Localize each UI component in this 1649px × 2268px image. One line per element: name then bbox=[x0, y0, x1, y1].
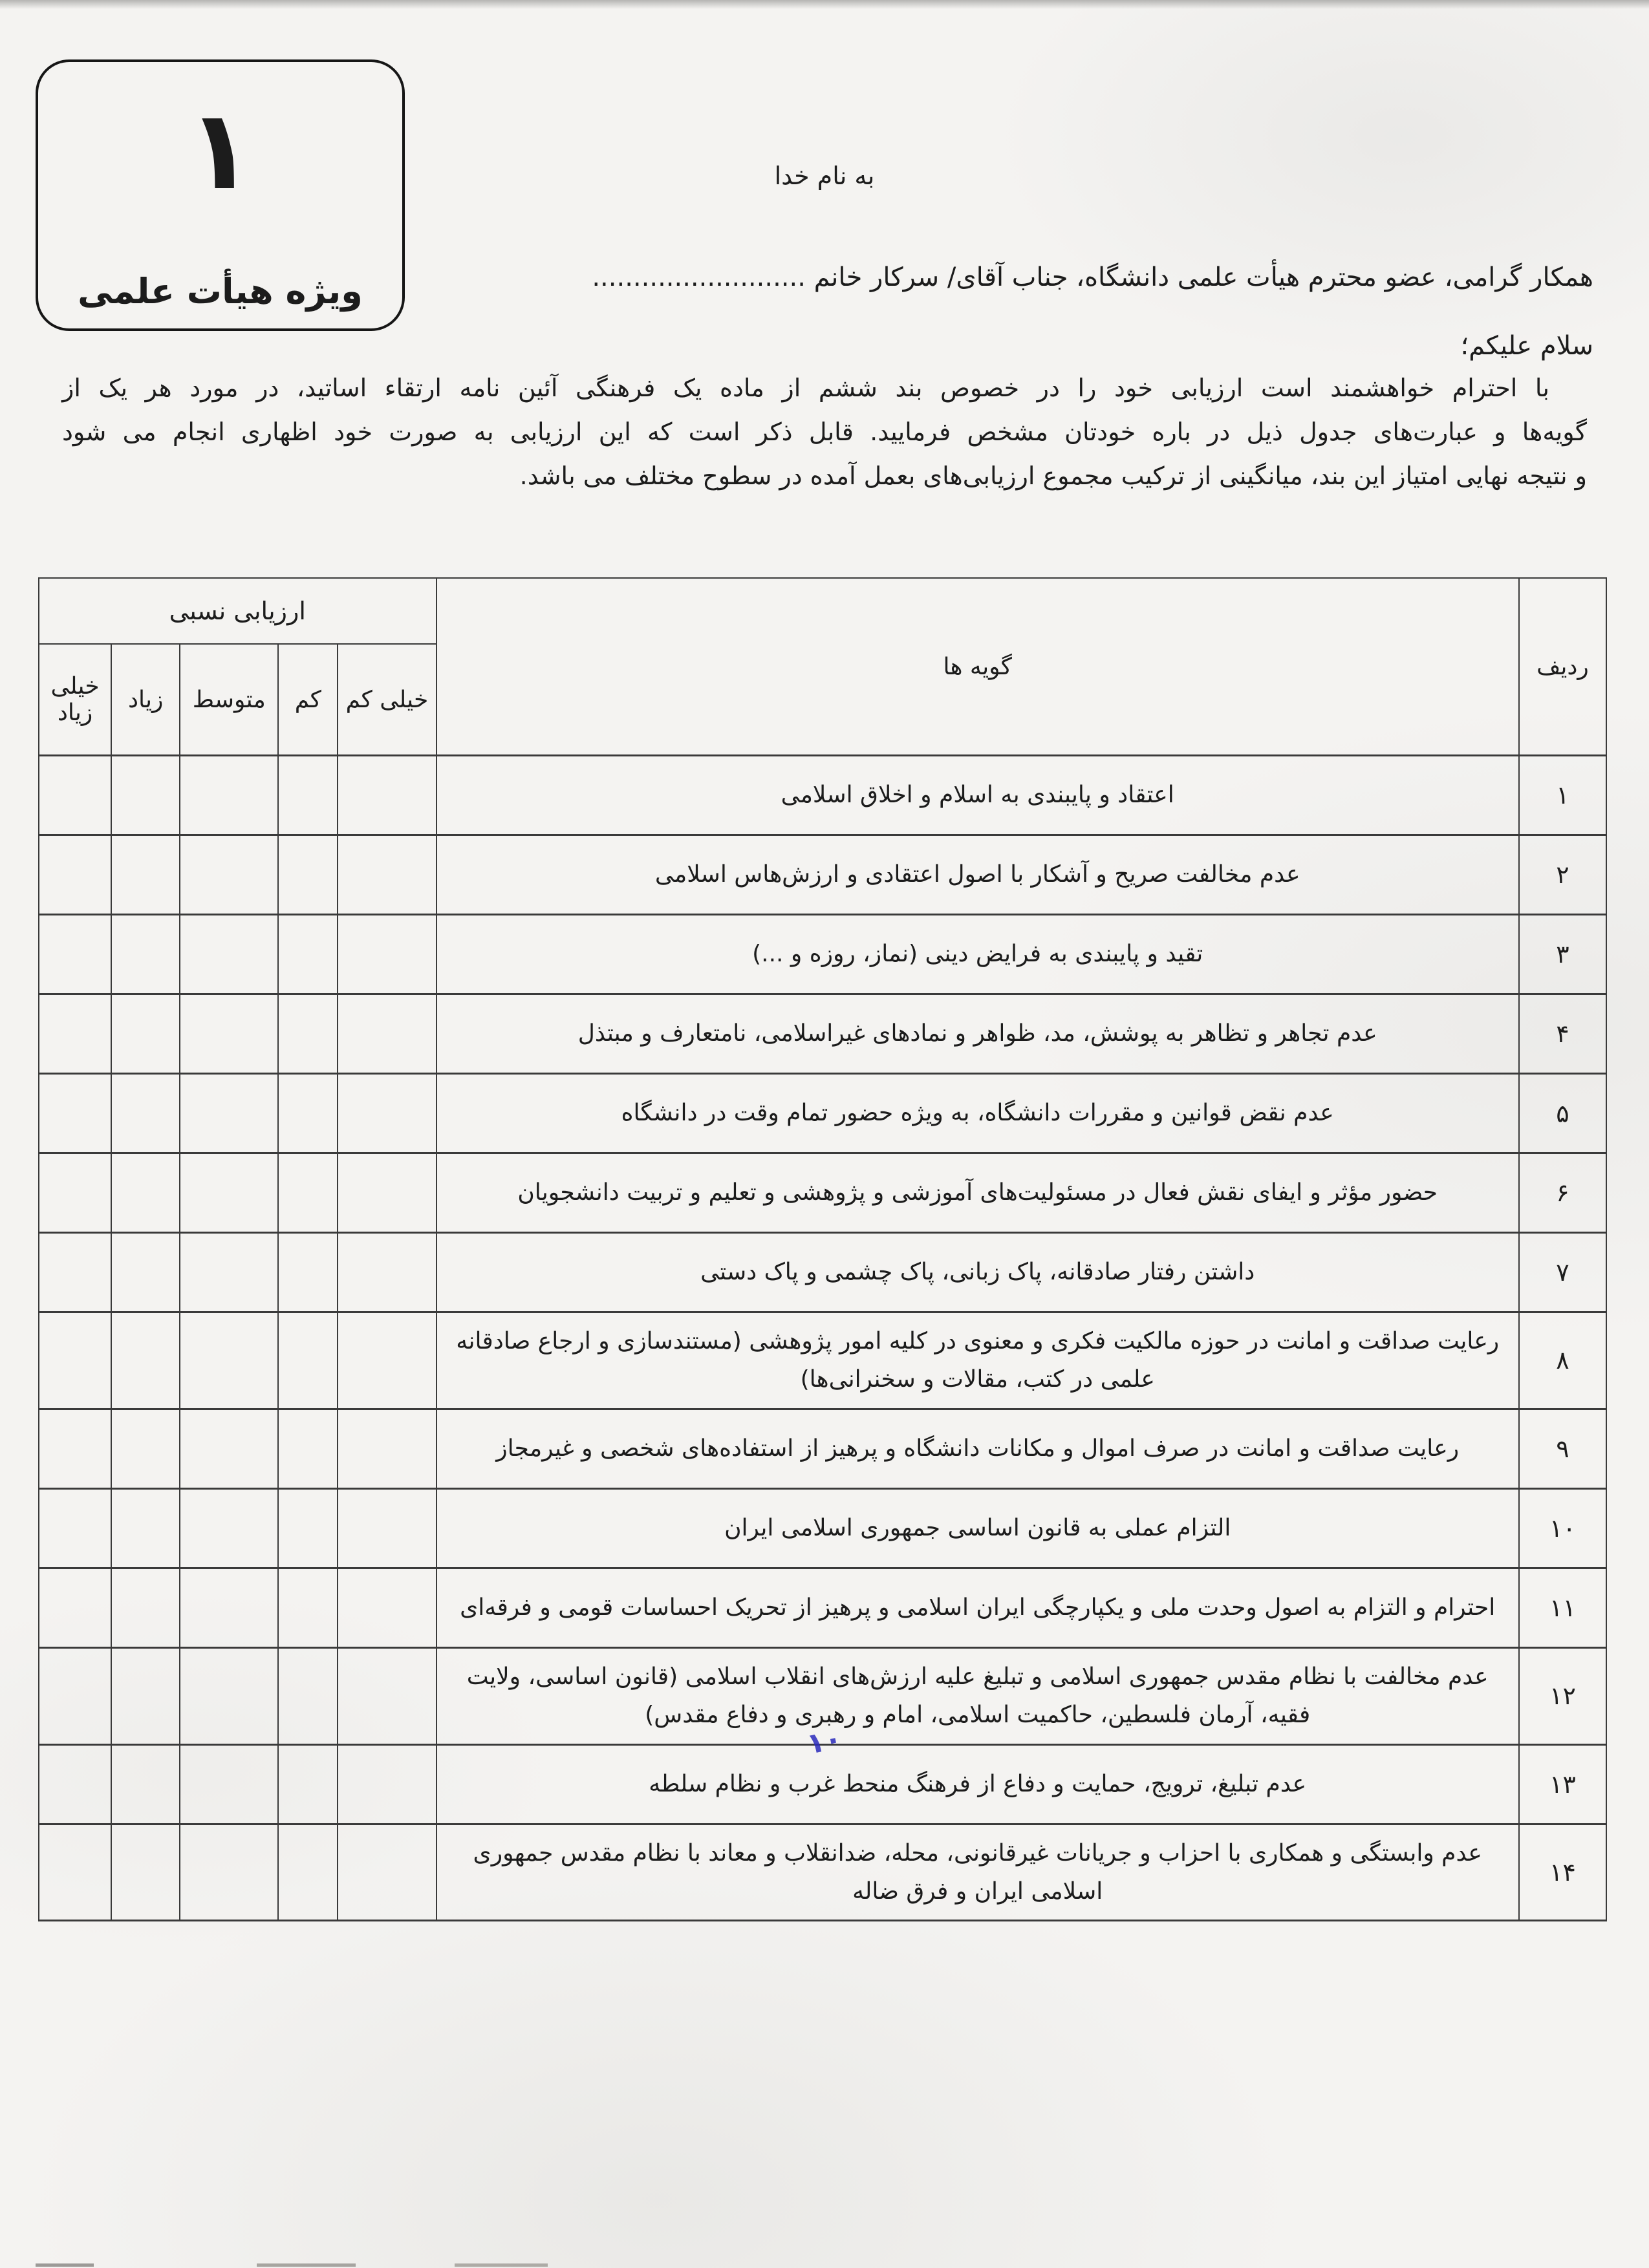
item-text: عدم مخالفت با نظام مقدس جمهوری اسلامی و تبلیغ علیه ارزش‌های انقلاب اسلامی (قانون اساسی، ولایت فقیه، آرمان فلسطین، حاکمیت اسلامی، امام و رهبری و دفاع مقدس) bbox=[436, 1647, 1519, 1744]
row-number: ۱۱ bbox=[1519, 1568, 1606, 1647]
rating-cell-very-high[interactable] bbox=[39, 1312, 111, 1409]
table-row bbox=[39, 1568, 1606, 1647]
rating-cell-high[interactable] bbox=[111, 915, 180, 994]
row-number: ۱۴ bbox=[1519, 1824, 1606, 1921]
rating-cell-low[interactable] bbox=[278, 915, 338, 994]
table-row bbox=[39, 1153, 1606, 1233]
rating-cell-very-high[interactable] bbox=[39, 1233, 111, 1312]
row-number: ۷ bbox=[1519, 1233, 1606, 1312]
rating-cell-high[interactable] bbox=[111, 1824, 180, 1921]
table-row bbox=[39, 1488, 1606, 1568]
header-scale-very-low: خیلی کم bbox=[338, 644, 436, 756]
greeting-line: همکار گرامی، عضو محترم هیأت علمی دانشگاه، جناب آقای/ سرکار خانم .......................... bbox=[592, 262, 1593, 292]
table-row bbox=[39, 756, 1606, 835]
rating-cell-medium[interactable] bbox=[180, 915, 278, 994]
header-relative-evaluation: ارزیابی نسبی bbox=[39, 578, 436, 644]
rating-cell-low[interactable] bbox=[278, 835, 338, 915]
rating-cell-low[interactable] bbox=[278, 1568, 338, 1647]
table-row bbox=[39, 1409, 1606, 1488]
handwritten-page-mark: ۱۰ bbox=[804, 1721, 845, 1762]
table-row bbox=[39, 1074, 1606, 1153]
rating-cell-high[interactable] bbox=[111, 1153, 180, 1233]
rating-cell-very-low[interactable] bbox=[338, 835, 436, 915]
row-number: ۳ bbox=[1519, 915, 1606, 994]
rating-cell-very-low[interactable] bbox=[338, 1488, 436, 1568]
item-text: عدم نقض قوانین و مقررات دانشگاه، به ویژه حضور تمام وقت در دانشگاه bbox=[436, 1074, 1519, 1153]
intro-paragraph bbox=[62, 366, 1587, 498]
rating-cell-very-low[interactable] bbox=[338, 1824, 436, 1921]
item-text: تقید و پایبندی به فرایض دینی (نماز، روزه و ...) bbox=[436, 915, 1519, 994]
row-number: ۱۲ bbox=[1519, 1647, 1606, 1744]
rating-cell-very-low[interactable] bbox=[338, 1568, 436, 1647]
header-scale-high: زیاد bbox=[111, 644, 180, 756]
rating-cell-very-high[interactable] bbox=[39, 915, 111, 994]
rating-cell-very-high[interactable] bbox=[39, 1074, 111, 1153]
table-row bbox=[39, 915, 1606, 994]
rating-cell-high[interactable] bbox=[111, 756, 180, 835]
rating-cell-low[interactable] bbox=[278, 1744, 338, 1824]
salutation-line: سلام علیکم؛ bbox=[1460, 331, 1593, 361]
rating-cell-medium[interactable] bbox=[180, 1647, 278, 1744]
rating-cell-high[interactable] bbox=[111, 1568, 180, 1647]
rating-cell-low[interactable] bbox=[278, 1824, 338, 1921]
row-number: ۱۳ bbox=[1519, 1744, 1606, 1824]
rating-cell-very-high[interactable] bbox=[39, 994, 111, 1074]
item-text: عدم تجاهر و تظاهر به پوشش، مد، ظواهر و نمادهای غیراسلامی، نامتعارف و مبتذل bbox=[436, 994, 1519, 1074]
rating-cell-low[interactable] bbox=[278, 1074, 338, 1153]
rating-cell-very-low[interactable] bbox=[338, 1074, 436, 1153]
rating-cell-very-high[interactable] bbox=[39, 1153, 111, 1233]
rating-cell-medium[interactable] bbox=[180, 1409, 278, 1488]
item-text: عدم وابستگی و همکاری با احزاب و جریانات غیرقانونی، محله، ضدانقلاب و معاند با نظام مقدس جمهوری اسلامی ایران و فرق ضاله bbox=[436, 1824, 1519, 1921]
header-scale-low: کم bbox=[278, 644, 338, 756]
rating-cell-very-low[interactable] bbox=[338, 1744, 436, 1824]
row-number: ۴ bbox=[1519, 994, 1606, 1074]
form-audience-label: ویژه هیأت علمی bbox=[78, 271, 363, 312]
intro-line-3: و نتیجه نهایی امتیاز این بند، میانگینی از ترکیب مجموع ارزیابی‌های بعمل آمده در سطوح مختلف می باشد. bbox=[519, 462, 1587, 490]
rating-cell-very-high[interactable] bbox=[39, 835, 111, 915]
rating-cell-low[interactable] bbox=[278, 1647, 338, 1744]
rating-cell-very-high[interactable] bbox=[39, 1568, 111, 1647]
item-text: رعایت صداقت و امانت در حوزه مالکیت فکری و معنوی در کلیه امور پژوهشی (مستندسازی و ارجاع صادقانه علمی در کتب، مقالات و سخنرانی‌ها) bbox=[436, 1312, 1519, 1409]
item-text: عدم مخالفت صریح و آشکار با اصول اعتقادی و ارزش‌هاس اسلامی bbox=[436, 835, 1519, 915]
rating-cell-medium[interactable] bbox=[180, 1744, 278, 1824]
rating-cell-very-high[interactable] bbox=[39, 1744, 111, 1824]
rating-cell-high[interactable] bbox=[111, 1312, 180, 1409]
rating-cell-very-low[interactable] bbox=[338, 1647, 436, 1744]
row-number: ۲ bbox=[1519, 835, 1606, 915]
rating-cell-high[interactable] bbox=[111, 1233, 180, 1312]
table-row bbox=[39, 1233, 1606, 1312]
item-text: التزام عملی به قانون اساسی جمهوری اسلامی ایران bbox=[436, 1488, 1519, 1568]
rating-cell-medium[interactable] bbox=[180, 1568, 278, 1647]
rating-cell-very-low[interactable] bbox=[338, 1233, 436, 1312]
rating-cell-low[interactable] bbox=[278, 1488, 338, 1568]
bismillah-heading: به نام خدا bbox=[774, 162, 875, 190]
table-row bbox=[39, 994, 1606, 1074]
rating-cell-very-low[interactable] bbox=[338, 756, 436, 835]
item-text: عدم تبلیغ، ترویج، حمایت و دفاع از فرهنگ منحط غرب و نظام سلطه bbox=[436, 1744, 1519, 1824]
rating-cell-very-low[interactable] bbox=[338, 1409, 436, 1488]
rating-cell-medium[interactable] bbox=[180, 994, 278, 1074]
rating-cell-very-low[interactable] bbox=[338, 1312, 436, 1409]
rating-cell-high[interactable] bbox=[111, 1647, 180, 1744]
item-text: رعایت صداقت و امانت در صرف اموال و مکانات دانشگاه و پرهیز از استفاده‌های شخصی و غیرمجاز bbox=[436, 1409, 1519, 1488]
rating-cell-very-high[interactable] bbox=[39, 1824, 111, 1921]
header-scale-very-high: خیلی زیاد bbox=[39, 644, 111, 756]
row-number: ۶ bbox=[1519, 1153, 1606, 1233]
form-number-badge bbox=[36, 59, 405, 331]
rating-cell-low[interactable] bbox=[278, 994, 338, 1074]
header-items: گویه ها bbox=[436, 578, 1519, 756]
header-scale-medium: متوسط bbox=[180, 644, 278, 756]
rating-cell-low[interactable] bbox=[278, 1233, 338, 1312]
rating-cell-high[interactable] bbox=[111, 994, 180, 1074]
row-number: ۹ bbox=[1519, 1409, 1606, 1488]
rating-cell-high[interactable] bbox=[111, 835, 180, 915]
row-number: ۱ bbox=[1519, 756, 1606, 835]
rating-cell-very-high[interactable] bbox=[39, 756, 111, 835]
table-row bbox=[39, 1824, 1606, 1921]
rating-cell-medium[interactable] bbox=[180, 1233, 278, 1312]
evaluation-table bbox=[38, 577, 1607, 1921]
item-text: اعتقاد و پایبندی به اسلام و اخلاق اسلامی bbox=[436, 756, 1519, 835]
row-number: ۵ bbox=[1519, 1074, 1606, 1153]
scan-edge-artifact bbox=[0, 0, 1649, 9]
rating-cell-low[interactable] bbox=[278, 1409, 338, 1488]
rating-cell-medium[interactable] bbox=[180, 1074, 278, 1153]
header-row-number: ردیف bbox=[1519, 578, 1606, 756]
table-header bbox=[39, 578, 1606, 756]
row-number: ۸ bbox=[1519, 1312, 1606, 1409]
table-row bbox=[39, 835, 1606, 915]
rating-cell-medium[interactable] bbox=[180, 1824, 278, 1921]
rating-cell-very-high[interactable] bbox=[39, 1409, 111, 1488]
rating-cell-high[interactable] bbox=[111, 1488, 180, 1568]
rating-cell-very-low[interactable] bbox=[338, 915, 436, 994]
rating-cell-medium[interactable] bbox=[180, 1312, 278, 1409]
item-text: داشتن رفتار صادقانه، پاک زبانی، پاک چشمی و پاک دستی bbox=[436, 1233, 1519, 1312]
rating-cell-very-high[interactable] bbox=[39, 1488, 111, 1568]
rating-cell-low[interactable] bbox=[278, 1312, 338, 1409]
rating-cell-high[interactable] bbox=[111, 1409, 180, 1488]
item-text: احترام و التزام به اصول وحدت ملی و یکپارچگی ایران اسلامی و پرهیز از تحریک احساسات قومی و فرقه‌ای bbox=[436, 1568, 1519, 1647]
rating-cell-very-low[interactable] bbox=[338, 1153, 436, 1233]
scan-smudge-artifact bbox=[36, 2263, 618, 2267]
rating-cell-high[interactable] bbox=[111, 1074, 180, 1153]
rating-cell-low[interactable] bbox=[278, 1153, 338, 1233]
intro-line-1: با احترام خواهشمند است ارزیابی خود را در خصوص بند ششم از ماده یک فرهنگی آئین نامه ارتقاء اساتید، در مورد هر یک از bbox=[62, 374, 1549, 402]
rating-cell-medium[interactable] bbox=[180, 1488, 278, 1568]
rating-cell-very-high[interactable] bbox=[39, 1647, 111, 1744]
row-number: ۱۰ bbox=[1519, 1488, 1606, 1568]
table-row bbox=[39, 1312, 1606, 1409]
rating-cell-very-low[interactable] bbox=[338, 994, 436, 1074]
rating-cell-low[interactable] bbox=[278, 756, 338, 835]
rating-cell-medium[interactable] bbox=[180, 835, 278, 915]
rating-cell-medium[interactable] bbox=[180, 756, 278, 835]
intro-line-2: گویه‌ها و عبارت‌های جدول ذیل در باره خودتان مشخص فرمایید. قابل ذکر است که این ارزیابی به صورت خود اظهاری انجام می شود bbox=[62, 418, 1587, 446]
rating-cell-high[interactable] bbox=[111, 1744, 180, 1824]
rating-cell-medium[interactable] bbox=[180, 1153, 278, 1233]
item-text: حضور مؤثر و ایفای نقش فعال در مسئولیت‌های آموزشی و پژوهشی و تعلیم و تربیت دانشجویان bbox=[436, 1153, 1519, 1233]
form-number: ۱ bbox=[186, 87, 254, 215]
